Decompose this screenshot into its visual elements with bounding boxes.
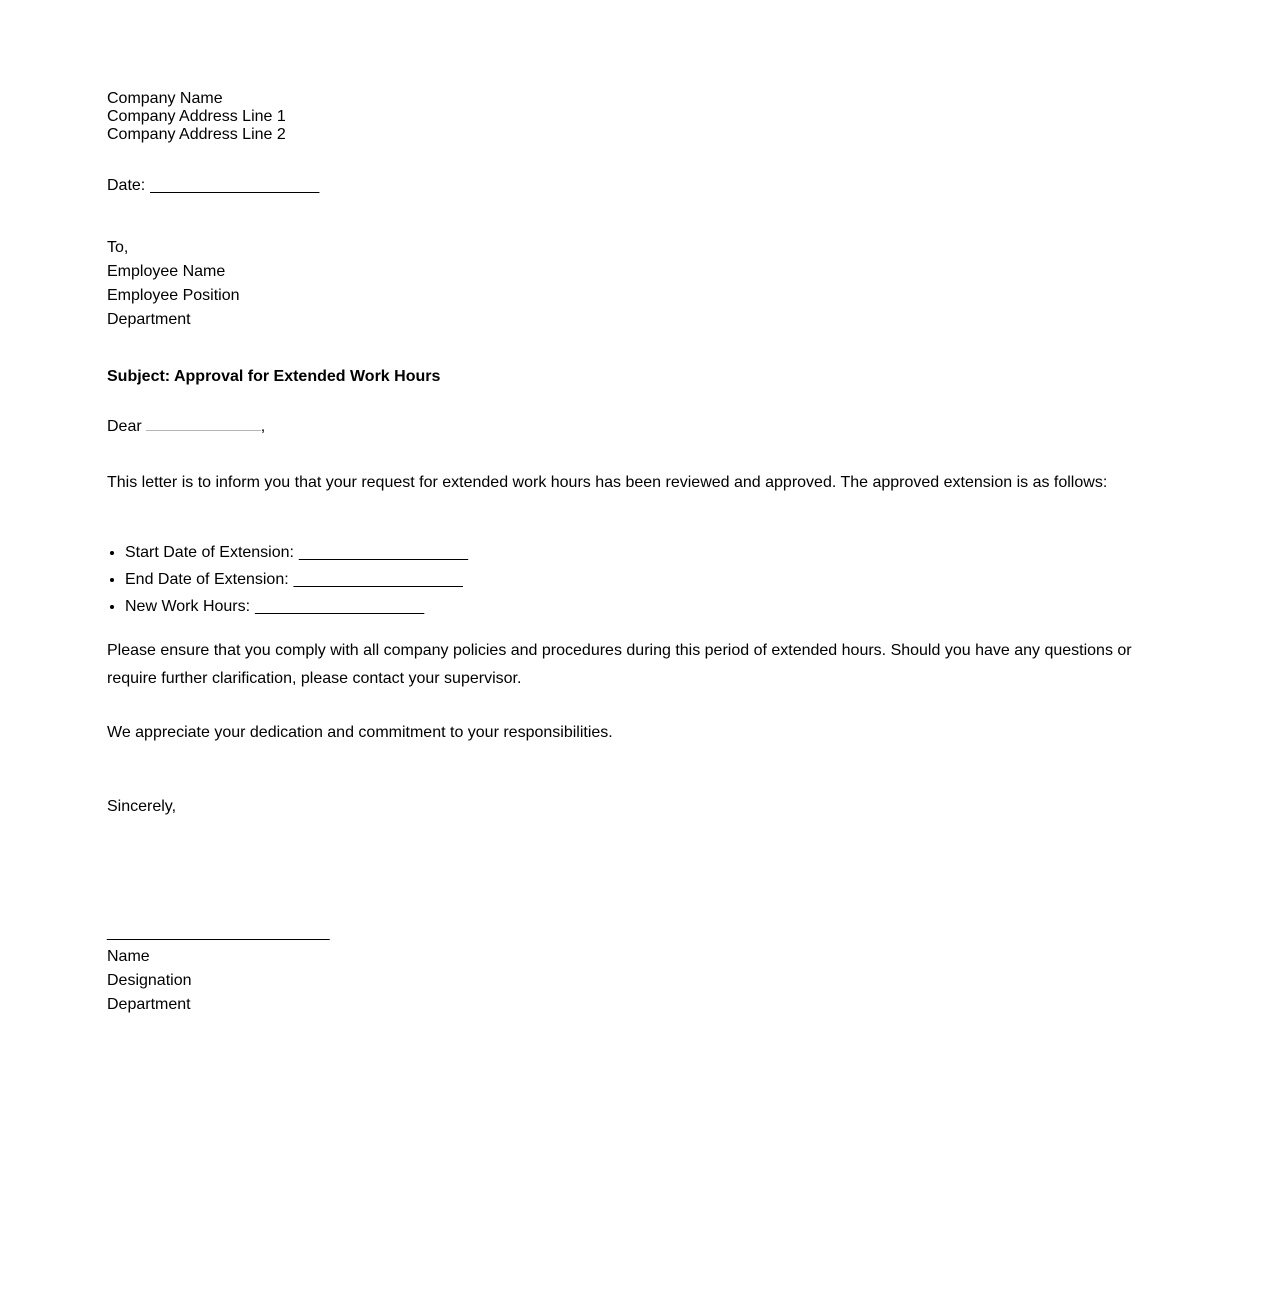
recipient-employee-name: Employee Name (107, 263, 226, 280)
company-address-line-2: Company Address Line 2 (107, 126, 286, 143)
closing-line: Sincerely, (107, 798, 177, 815)
date-line (107, 174, 1171, 198)
date-label: Date: (107, 177, 146, 194)
signature-block (107, 945, 1171, 1017)
greeting-comma: , (260, 418, 266, 435)
list-item-end-date (125, 566, 1171, 593)
greeting-name-field[interactable] (146, 412, 261, 431)
recipient-employee-position: Employee Position (107, 287, 240, 304)
appreciation-paragraph: We appreciate your dedication and commitment to your responsibilities. (107, 724, 613, 741)
letter-document (107, 90, 1171, 1017)
signer-department: Department (107, 996, 191, 1013)
signature-rule: _________________________ (107, 924, 330, 941)
start-date-label: Start Date of Extension: (125, 544, 294, 561)
end-date-blank: ___________________ (293, 571, 463, 588)
signer-designation: Designation (107, 972, 192, 989)
extension-details-list (107, 539, 1171, 620)
recipient-salutation: To, (107, 239, 129, 256)
date-blank: ___________________ (150, 177, 320, 194)
end-date-label: End Date of Extension: (125, 571, 289, 588)
list-item-new-work-hours (125, 593, 1171, 620)
list-item-start-date (125, 539, 1171, 566)
subject-line: Subject: Approval for Extended Work Hours (107, 368, 441, 385)
start-date-blank: ___________________ (298, 544, 469, 561)
new-work-hours-label: New Work Hours: (125, 598, 251, 615)
company-address-line-1: Company Address Line 1 (107, 108, 286, 125)
new-work-hours-blank: ___________________ (255, 598, 425, 615)
company-block (107, 90, 1171, 144)
recipient-block (107, 236, 1171, 332)
signer-name: Name (107, 948, 150, 965)
company-name: Company Name (107, 90, 223, 107)
greeting-line (107, 412, 1171, 441)
recipient-department: Department (107, 311, 191, 328)
intro-paragraph: This letter is to inform you that your request for extended work hours has been reviewed and approved. The approved extension is as follows: (107, 474, 1108, 491)
greeting-prefix: Dear (107, 418, 142, 435)
policy-paragraph: Please ensure that you comply with all company policies and procedures during this period of extended hours. Should you have any questions or require further clarification, please contact your supervisor. (107, 642, 1132, 687)
